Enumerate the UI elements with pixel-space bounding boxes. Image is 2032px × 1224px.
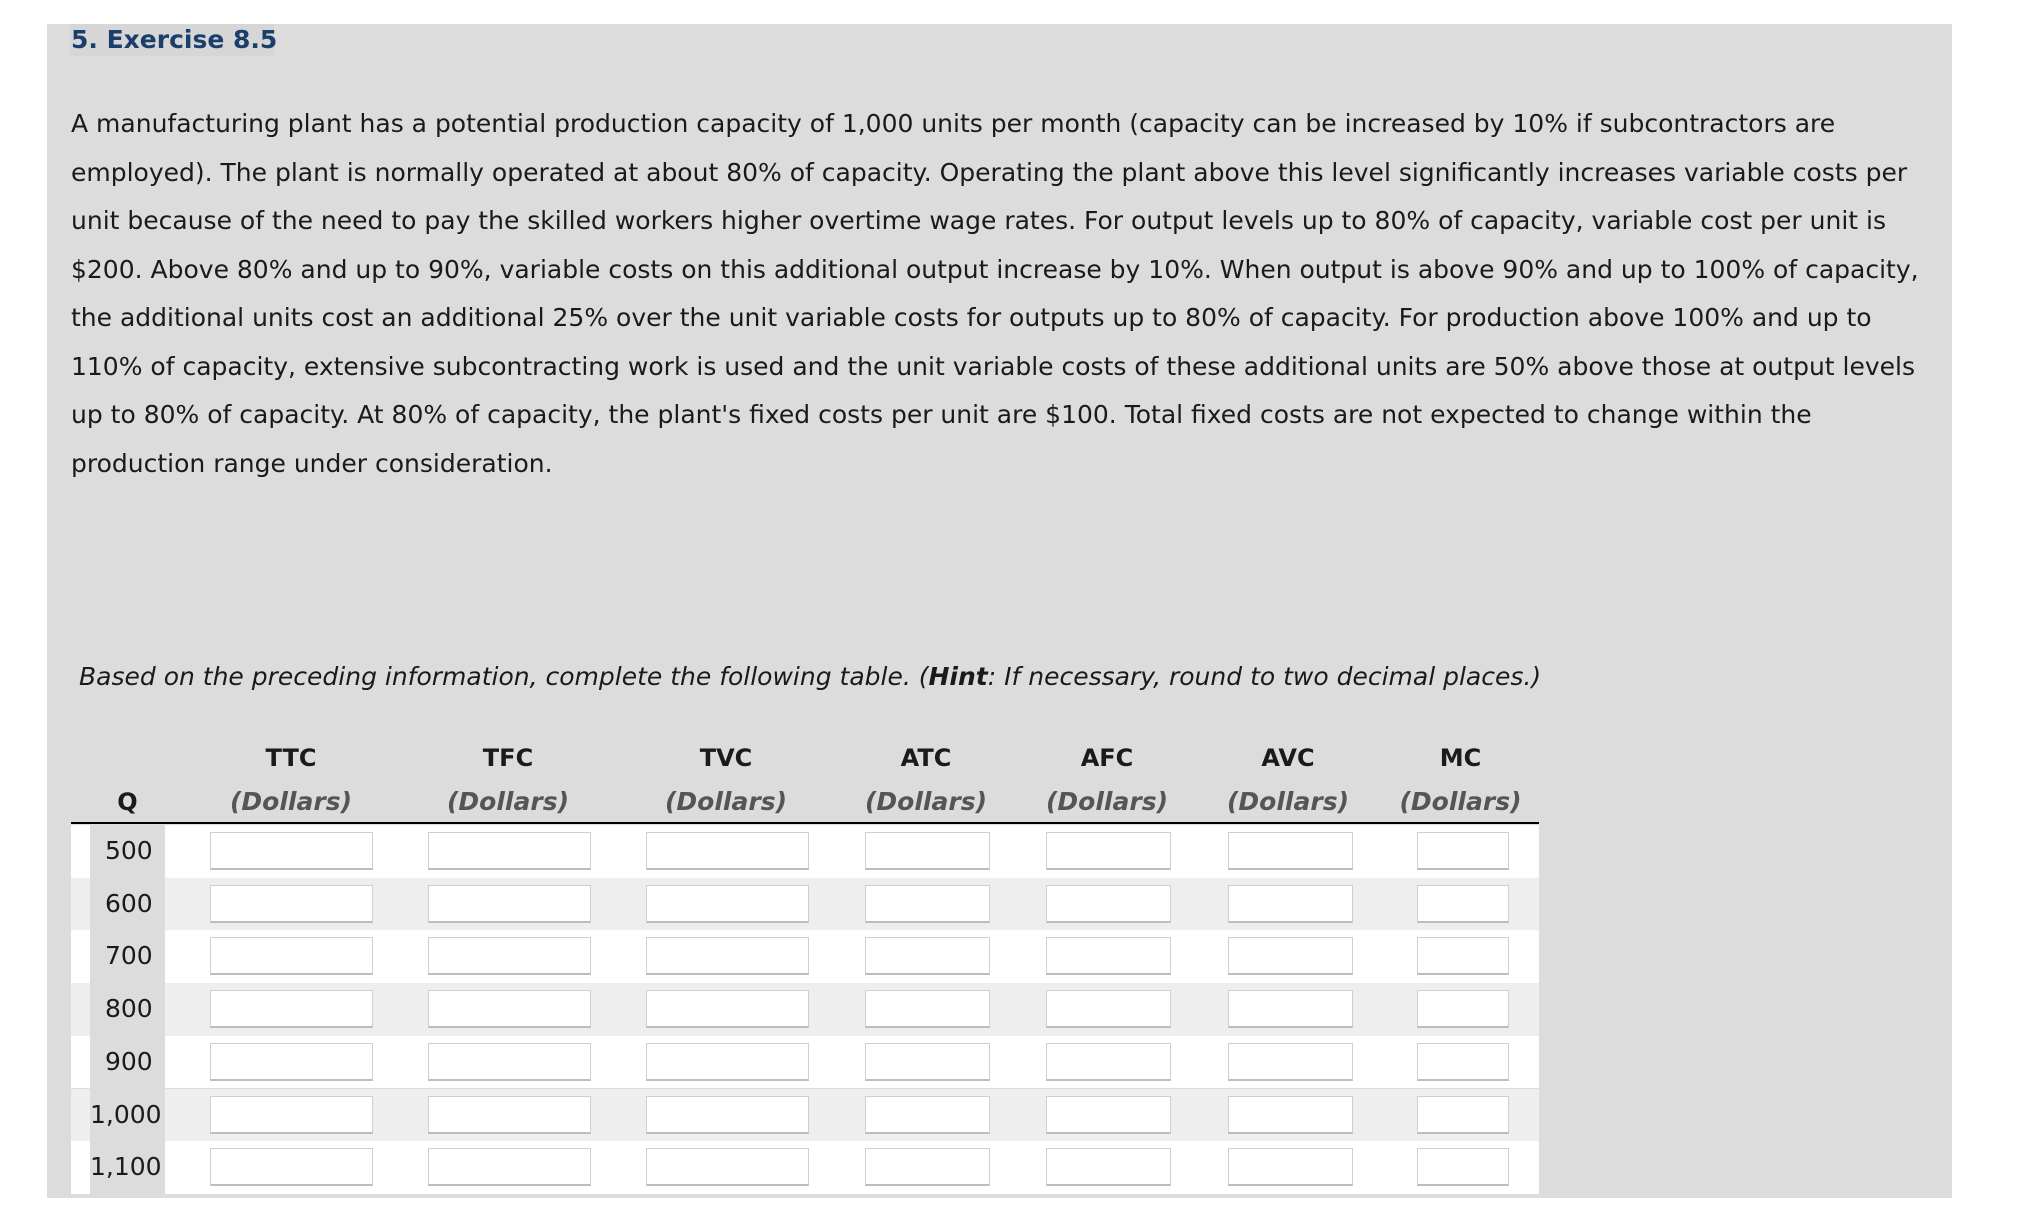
column-unit: (Dollars): [865, 787, 987, 816]
column-abbreviation: ATC: [900, 744, 952, 772]
input-tvc-900[interactable]: [646, 1043, 809, 1081]
input-avc-1000[interactable]: [1228, 1096, 1353, 1134]
input-avc-800[interactable]: [1228, 990, 1353, 1028]
input-atc-600[interactable]: [865, 885, 990, 923]
input-tfc-1000[interactable]: [428, 1096, 591, 1134]
input-atc-700[interactable]: [865, 937, 990, 975]
exercise-title: 5. Exercise 8.5: [71, 25, 278, 54]
cost-table: [71, 732, 1539, 1198]
input-atc-900[interactable]: [865, 1043, 990, 1081]
column-abbreviation: AFC: [1080, 744, 1134, 772]
column-header-atc: [855, 732, 997, 822]
input-afc-600[interactable]: [1046, 885, 1171, 923]
instruction-prefix: Based on the preceding information, complete the following table. (: [79, 662, 929, 691]
column-abbreviation: AVC: [1261, 744, 1315, 772]
input-tfc-600[interactable]: [428, 885, 591, 923]
input-ttc-900[interactable]: [210, 1043, 373, 1081]
input-avc-700[interactable]: [1228, 937, 1353, 975]
column-abbreviation: TTC: [265, 744, 317, 772]
column-unit: (Dollars): [1399, 787, 1522, 816]
column-abbreviation: TVC: [699, 744, 753, 772]
input-afc-1100[interactable]: [1046, 1148, 1171, 1186]
input-tvc-700[interactable]: [646, 937, 809, 975]
column-header-ttc: [201, 732, 381, 822]
q-value: 600: [105, 888, 153, 918]
input-mc-900[interactable]: [1417, 1043, 1509, 1081]
column-header-tvc: [637, 732, 815, 822]
column-unit: (Dollars): [1227, 787, 1349, 816]
input-atc-1100[interactable]: [865, 1148, 990, 1186]
q-value: 700: [105, 941, 153, 971]
input-tfc-500[interactable]: [428, 832, 591, 870]
q-value: 1,100: [90, 1152, 162, 1182]
input-afc-500[interactable]: [1046, 832, 1171, 870]
header-rule: [71, 822, 1539, 824]
input-tvc-800[interactable]: [646, 990, 809, 1028]
input-atc-800[interactable]: [865, 990, 990, 1028]
input-ttc-1000[interactable]: [210, 1096, 373, 1134]
column-unit: (Dollars): [1046, 787, 1168, 816]
input-mc-500[interactable]: [1417, 832, 1509, 870]
input-tvc-1100[interactable]: [646, 1148, 809, 1186]
q-value: 900: [105, 1046, 153, 1076]
input-afc-900[interactable]: [1046, 1043, 1171, 1081]
input-mc-1100[interactable]: [1417, 1148, 1509, 1186]
input-atc-1000[interactable]: [865, 1096, 990, 1134]
input-avc-900[interactable]: [1228, 1043, 1353, 1081]
input-tvc-500[interactable]: [646, 832, 809, 870]
input-ttc-800[interactable]: [210, 990, 373, 1028]
column-header-mc: [1398, 732, 1523, 822]
input-mc-800[interactable]: [1417, 990, 1509, 1028]
input-tfc-700[interactable]: [428, 937, 591, 975]
column-abbreviation: TFC: [482, 744, 534, 772]
input-atc-500[interactable]: [865, 832, 990, 870]
q-column-header: Q: [117, 788, 138, 816]
input-ttc-1100[interactable]: [210, 1148, 373, 1186]
input-afc-1000[interactable]: [1046, 1096, 1171, 1134]
input-mc-700[interactable]: [1417, 937, 1509, 975]
input-ttc-600[interactable]: [210, 885, 373, 923]
input-ttc-500[interactable]: [210, 832, 373, 870]
input-avc-1100[interactable]: [1228, 1148, 1353, 1186]
column-header-afc: [1036, 732, 1178, 822]
input-avc-600[interactable]: [1228, 885, 1353, 923]
column-unit: (Dollars): [447, 787, 569, 816]
input-tfc-800[interactable]: [428, 990, 591, 1028]
instruction-text: [79, 660, 1541, 694]
column-abbreviation: MC: [1439, 744, 1482, 772]
input-tvc-1000[interactable]: [646, 1096, 809, 1134]
column-header-avc: [1217, 732, 1359, 822]
input-mc-600[interactable]: [1417, 885, 1509, 923]
q-value: 500: [105, 836, 153, 865]
problem-text: A manufacturing plant has a potential production capacity of 1,000 units per month (capacity can be increased by 10% if subcontractors are employed). The plant is normally operated at about 80% of capacity. Operating the plant above this level significantly increases variable costs per unit because of the need to pay the skilled workers higher overtime wage rates. For output levels up to 80% of capacity, variable cost per unit is $200. Above 80% and up to 90%, variable costs on this additional output increase by 10%. When output is above 90% and up to 100% of capacity, the additional units cost an additional 25% over the unit variable costs for outputs up to 80% of capacity. For production above 100% and up to 110% of capacity, extensive subcontracting work is used and the unit variable costs of these additional units are 50% above those at output levels up to 80% of capacity. At 80% of capacity, the plant's fixed costs per unit are $100. Total fixed costs are not expected to change within the production range under consideration.: [71, 109, 1919, 478]
input-mc-1000[interactable]: [1417, 1096, 1509, 1134]
input-avc-500[interactable]: [1228, 832, 1353, 870]
column-unit: (Dollars): [230, 787, 352, 816]
input-afc-700[interactable]: [1046, 937, 1171, 975]
input-tfc-900[interactable]: [428, 1043, 591, 1081]
hint-label: Hint: [928, 662, 988, 691]
input-tvc-600[interactable]: [646, 885, 809, 923]
q-value: 1,000: [90, 1099, 162, 1129]
q-value: 800: [105, 994, 153, 1024]
instruction-suffix: : If necessary, round to two decimal places.): [987, 662, 1542, 691]
column-header-tfc: [419, 732, 597, 822]
input-ttc-700[interactable]: [210, 937, 373, 975]
column-unit: (Dollars): [665, 787, 787, 816]
input-afc-800[interactable]: [1046, 990, 1171, 1028]
input-tfc-1100[interactable]: [428, 1148, 591, 1186]
